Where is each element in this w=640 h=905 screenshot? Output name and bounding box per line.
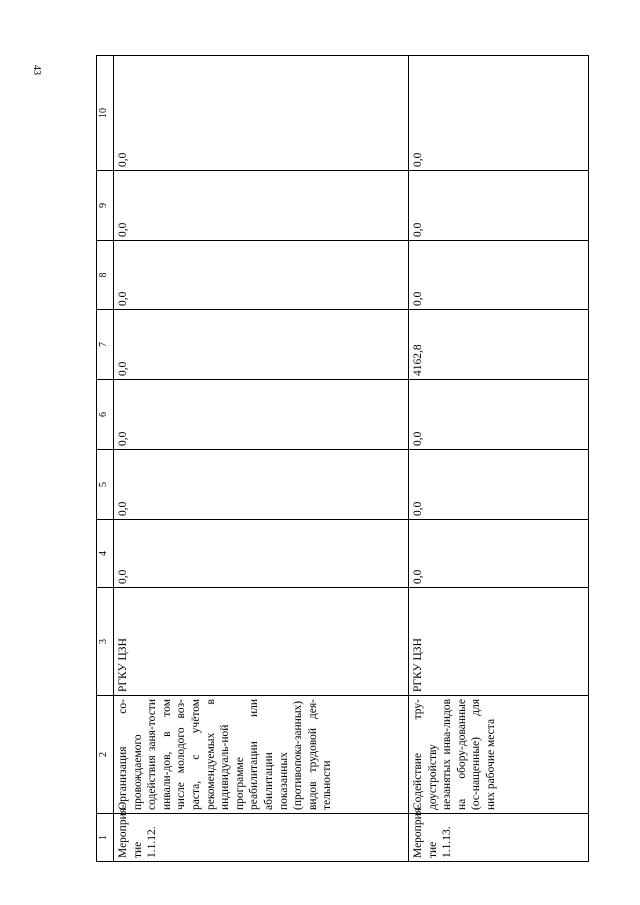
measure-description-cell: Организация со-провождаемого содействия заня-тости инвали-дов, в том числе молодого воз-раста, с учётом рекомендуемых в индивидуаль-ной программе реабилитации или абилитации показанных (противопока-занных) видов трудовой дея-тельности [114,696,409,814]
table-container [96,56,582,862]
value-cell: 0,0 [114,310,409,380]
column-header: 6 [97,380,114,450]
column-header: 9 [97,171,114,241]
table-row [409,56,589,862]
page-number: 43 [31,65,42,75]
rotated-table-frame [96,56,582,862]
program-measures-table [96,55,589,862]
value-cell: 4162,8 [409,310,589,380]
table-row [114,56,409,862]
column-header: 10 [97,56,114,171]
value-cell: 0,0 [409,171,589,241]
value-cell: 0,0 [409,56,589,171]
column-header: 7 [97,310,114,380]
executor-cell: РГКУ ЦЗН [409,588,589,696]
column-header: 1 [97,814,114,862]
header-row [97,56,114,862]
value-cell: 0,0 [114,241,409,310]
measure-id-cell: Мероприя-тие 1.1.13. [409,814,589,862]
value-cell: 0,0 [409,380,589,450]
executor-cell: РГКУ ЦЗН [114,588,409,696]
value-cell: 0,0 [114,380,409,450]
value-cell: 0,0 [114,56,409,171]
value-cell: 0,0 [114,171,409,241]
value-cell: 0,0 [409,241,589,310]
value-cell: 0,0 [114,450,409,520]
value-cell: 0,0 [409,520,589,588]
value-cell: 0,0 [114,520,409,588]
column-header: 4 [97,520,114,588]
column-header: 3 [97,588,114,696]
column-header: 5 [97,450,114,520]
measure-description-cell: Содействие тру-доустройству незанятых инва-лидов на обору-дованные (ос-нащенные) для них рабочие места [409,696,589,814]
column-header: 2 [97,696,114,814]
value-cell: 0,0 [409,450,589,520]
column-header: 8 [97,241,114,310]
measure-id-cell: Мероприя-тие 1.1.12. [114,814,409,862]
